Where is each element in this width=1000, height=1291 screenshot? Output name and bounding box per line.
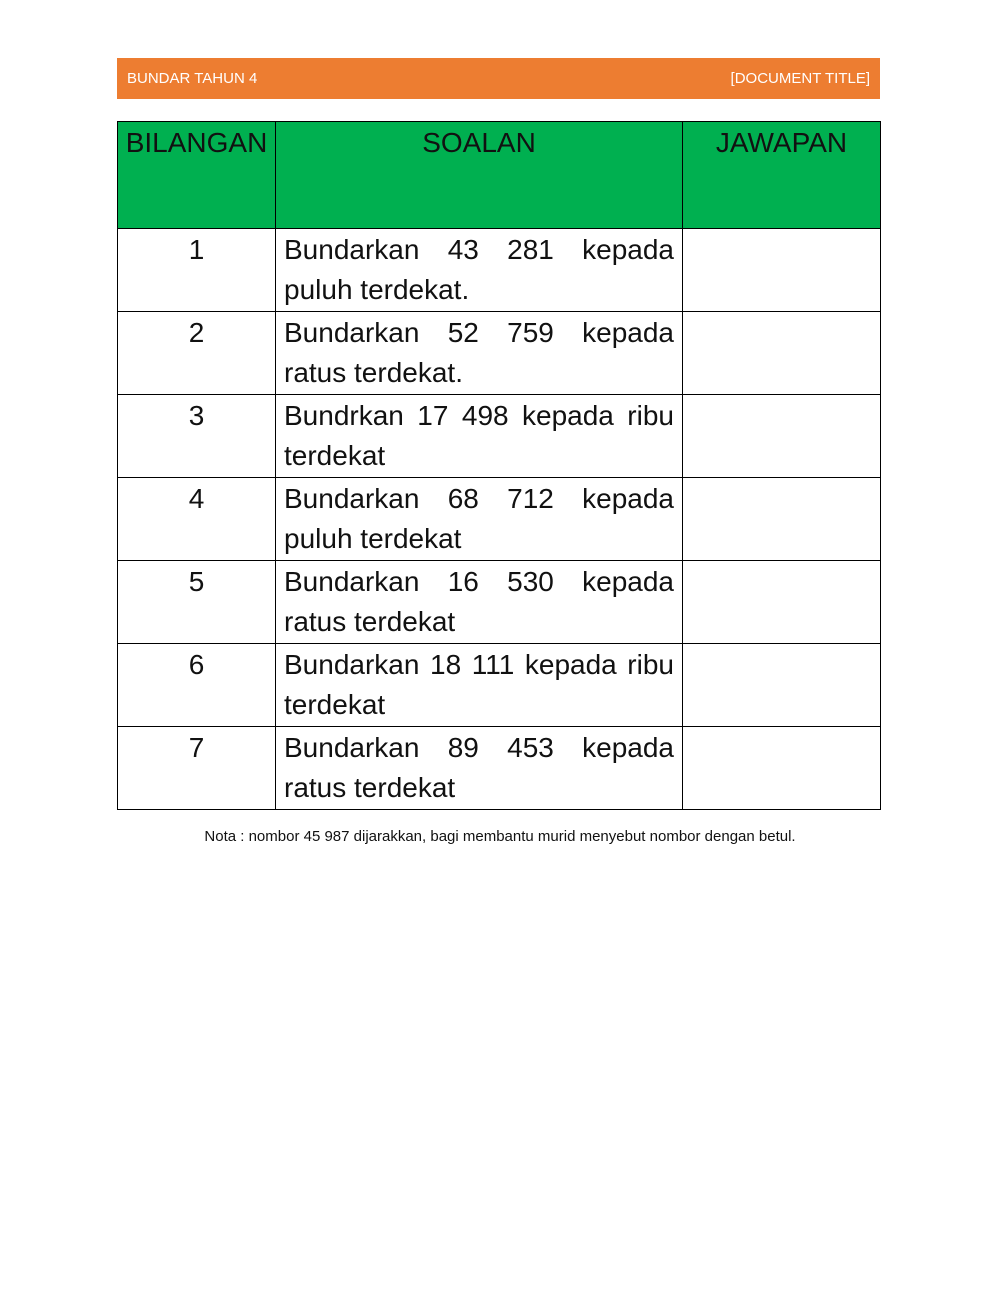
row-number: 7 — [118, 727, 276, 810]
answer-cell[interactable] — [683, 644, 881, 727]
table-row — [118, 561, 881, 644]
worksheet-table — [117, 121, 881, 810]
table-row — [118, 727, 881, 810]
table-row — [118, 229, 881, 312]
table-header-row — [118, 122, 881, 229]
row-number: 6 — [118, 644, 276, 727]
footnote: Nota : nombor 45 987 dijarakkan, bagi membantu murid menyebut nombor dengan betul. — [204, 828, 796, 845]
answer-cell[interactable] — [683, 312, 881, 395]
row-question: Bundarkan 18 111 kepada ribu terdekat — [276, 644, 683, 727]
table-row — [118, 312, 881, 395]
page-header — [117, 58, 880, 99]
header-left-text: BUNDAR TAHUN 4 — [127, 70, 258, 87]
answer-cell[interactable] — [683, 478, 881, 561]
row-number: 1 — [118, 229, 276, 312]
row-number: 2 — [118, 312, 276, 395]
row-question: Bundarkan 89 453 kepada ratus terdekat — [276, 727, 683, 810]
answer-cell[interactable] — [683, 229, 881, 312]
table-row — [118, 478, 881, 561]
table-row — [118, 395, 881, 478]
row-number: 5 — [118, 561, 276, 644]
answer-cell[interactable] — [683, 561, 881, 644]
row-question: Bundarkan 43 281 kepada puluh terdekat. — [276, 229, 683, 312]
answer-cell[interactable] — [683, 727, 881, 810]
row-question: Bundrkan 17 498 kepada ribu terdekat — [276, 395, 683, 478]
column-header-bilangan: BILANGAN — [118, 122, 276, 229]
row-number: 4 — [118, 478, 276, 561]
column-header-jawapan: JAWAPAN — [683, 122, 881, 229]
row-question: Bundarkan 52 759 kepada ratus terdekat. — [276, 312, 683, 395]
row-question: Bundarkan 68 712 kepada puluh terdekat — [276, 478, 683, 561]
table-row — [118, 644, 881, 727]
column-header-soalan: SOALAN — [276, 122, 683, 229]
row-question: Bundarkan 16 530 kepada ratus terdekat — [276, 561, 683, 644]
answer-cell[interactable] — [683, 395, 881, 478]
row-number: 3 — [118, 395, 276, 478]
header-right-text: [DOCUMENT TITLE] — [730, 70, 870, 87]
